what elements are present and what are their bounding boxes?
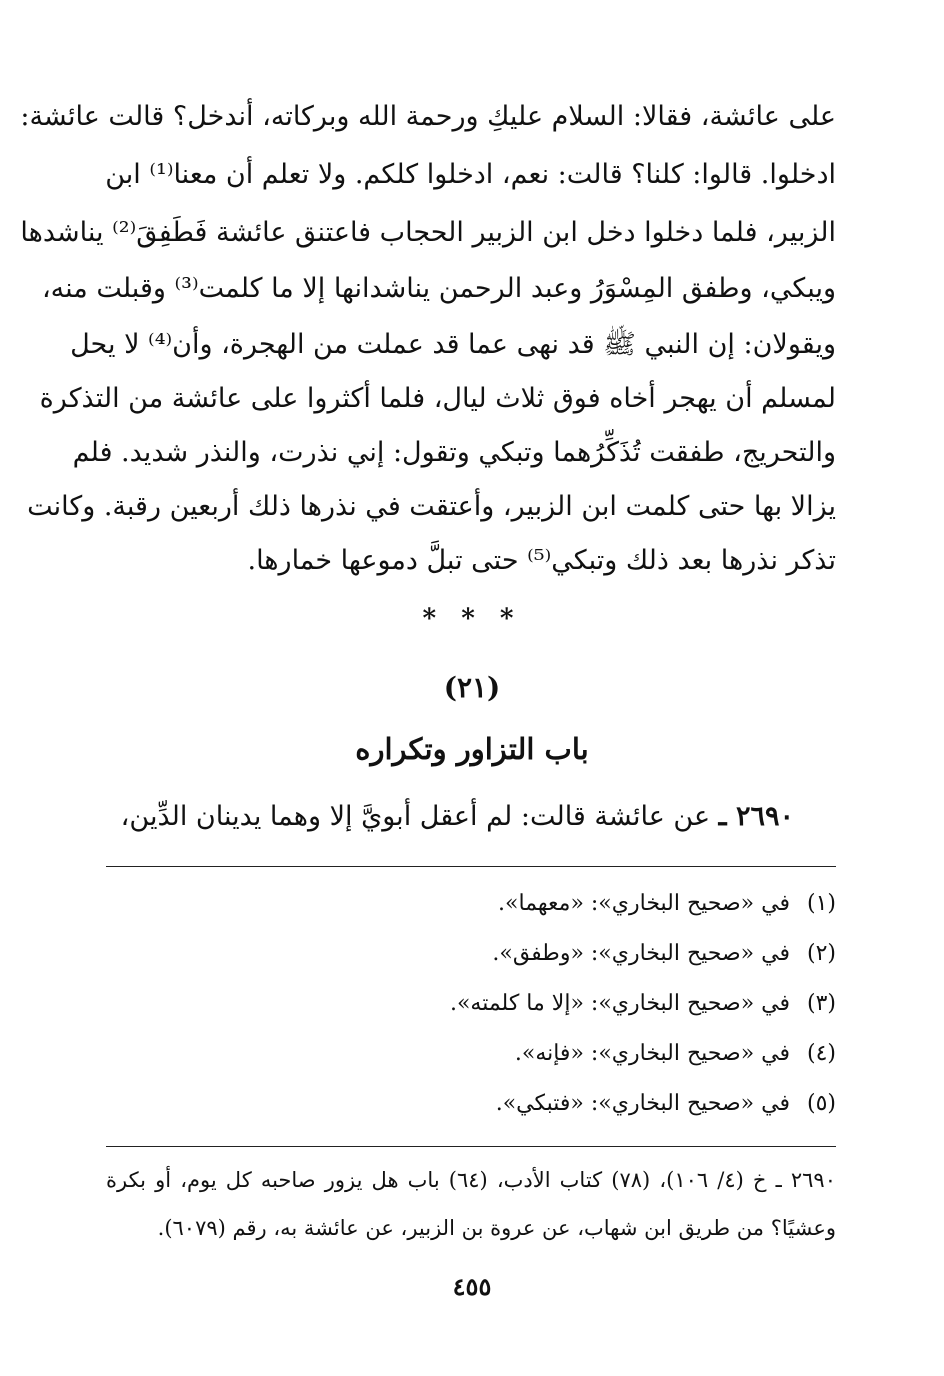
page-number: ٤٥٥ <box>452 1272 492 1301</box>
section-separator: * * * <box>422 604 522 634</box>
chapter-number: (٢١) <box>443 671 501 704</box>
body-line: يزالا بها حتى كلمت ابن الزبير، وأعتقت في نذرها ذلك أربعين رقبة. وكانت <box>27 491 836 522</box>
body-line: على عائشة، فقالا: السلام عليكِ ورحمة الله وبركاته، أندخل؟ قالت عائشة: <box>20 101 836 132</box>
footnote-number: (٥) <box>806 1091 836 1116</box>
body-line: ويقولان: إن النبي ﷺ قد نهى عما قد عملت من الهجرة، وأن⁽⁴⁾ لا يحل <box>70 329 836 360</box>
hadith-opening <box>121 792 794 842</box>
footnote <box>496 1084 836 1124</box>
source-reference: ٢٦٩٠ ـ خ (٤/ ١٠٦)، (٧٨) كتاب الأدب، (٦٤) باب هل يزور صاحبه كل يوم، أو بكرة <box>106 1168 836 1192</box>
chapter-title: باب التزاور وتكراره <box>355 732 589 766</box>
footnote-text: في «صحيح البخاري»: «فإنه». <box>514 1041 790 1066</box>
footnote <box>450 984 836 1024</box>
body-line: ادخلوا. قالوا: كلنا؟ قالت: نعم، ادخلوا كلكم. ولا تعلم أن معنا⁽¹⁾ ابن <box>105 159 836 190</box>
body-line: ويبكي، وطفق المِسْوَرُ وعبد الرحمن يناشدانها إلا ما كلمت⁽³⁾ وقبلت منه، <box>41 273 836 304</box>
hadith-number: ٢٦٩٠ ـ <box>718 801 794 832</box>
footnote-text: في «صحيح البخاري»: «فتبكي». <box>495 1091 790 1116</box>
footnote-text: في «صحيح البخاري»: «وطفق». <box>492 941 790 966</box>
source-reference: وعشيًا؟ من طريق ابن شهاب، عن عروة بن الزبير، عن عائشة به، رقم (٦٠٧٩). <box>157 1216 836 1240</box>
footnote-text: في «صحيح البخاري»: «إلا ما كلمته». <box>449 991 790 1016</box>
footnote-number: (٤) <box>806 1041 836 1066</box>
footnote-number: (١) <box>806 891 836 916</box>
footnote-number: (٢) <box>806 941 836 966</box>
footnote <box>515 1034 836 1074</box>
footnote-text: في «صحيح البخاري»: «معهما». <box>498 891 790 916</box>
body-line: تذكر نذرها بعد ذلك وتبكي⁽⁵⁾ حتى تبلَّ دموعها خمارها. <box>247 545 836 576</box>
footnote-number: (٣) <box>806 991 836 1016</box>
body-line: لمسلم أن يهجر أخاه فوق ثلاث ليال، فلما أكثروا على عائشة من التذكرة <box>39 383 836 414</box>
body-line: الزبير، فلما دخلوا دخل ابن الزبير الحجاب فاعتنق عائشة فَطَفِقَ⁽²⁾ يناشدها <box>20 217 836 248</box>
hadith-text: عن عائشة قالت: لم أعقل أبويَّ إلا وهما يدينان الدِّين، <box>120 801 711 832</box>
footnote <box>498 884 836 924</box>
body-line: والتحريج، طفقت تُذَكِّرُهما وتبكي وتقول: إني نذرت، والنذر شديد. فلم <box>72 437 836 468</box>
source-divider <box>106 1146 836 1147</box>
footnote-divider <box>106 866 836 867</box>
footnote <box>492 934 836 974</box>
